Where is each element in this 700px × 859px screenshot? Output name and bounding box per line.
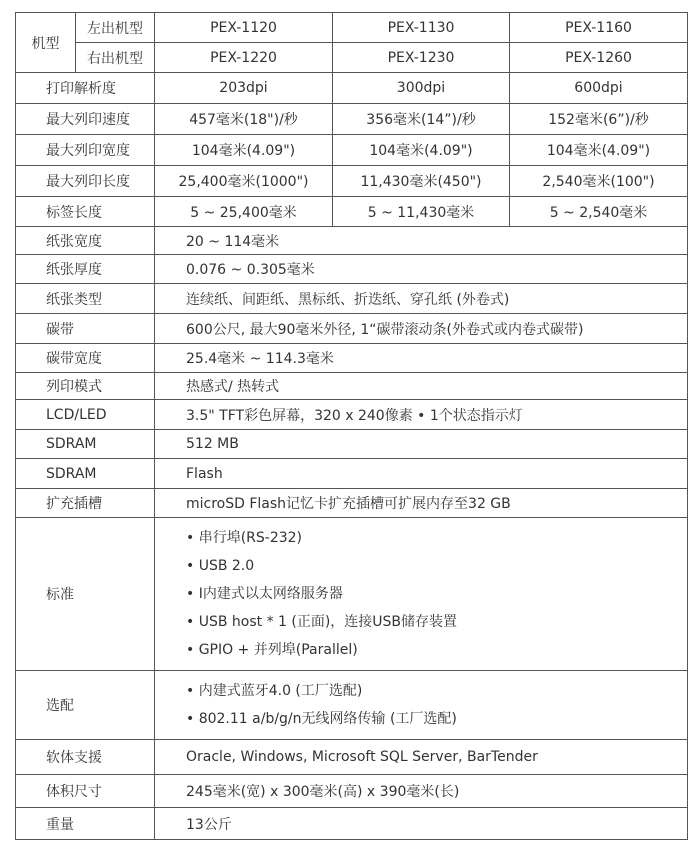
- value-cell: Flash: [155, 459, 688, 489]
- table-row: [16, 166, 688, 197]
- value-cell: 600公尺, 最大90毫米外径, 1“碳带滚动条(外卷式或内卷式碳带): [155, 314, 688, 344]
- table-row: [16, 518, 688, 671]
- value-cell: 3.5" TFT彩色屏幕，320 x 240像素 • 1个状态指示灯: [155, 400, 688, 430]
- value-cell: 25,400毫米(1000"): [155, 166, 333, 197]
- value-cell: 245毫米(宽) x 300毫米(高) x 390毫米(长): [155, 775, 688, 808]
- value-cell: 热感式/ 热转式: [155, 373, 688, 400]
- spec-table: [15, 12, 688, 840]
- options-list: [155, 671, 688, 740]
- table-row: [16, 135, 688, 166]
- row-label: SDRAM: [16, 459, 155, 489]
- value-cell: 25.4毫米 ~ 114.3毫米: [155, 344, 688, 373]
- row-label: 标签长度: [16, 197, 155, 227]
- table-row: [16, 227, 688, 255]
- row-label: 碳带: [16, 314, 155, 344]
- value-cell: 连续纸、间距纸、黑标纸、折迭纸、穿孔纸 (外卷式): [155, 284, 688, 314]
- table-row: [16, 373, 688, 400]
- value-cell: microSD Flash记忆卡扩充插槽可扩展内存至32 GB: [155, 489, 688, 518]
- value-cell: 203dpi: [155, 73, 333, 104]
- table-row: [16, 284, 688, 314]
- table-row: [16, 104, 688, 135]
- value-cell: Oracle, Windows, Microsoft SQL Server, BarTender: [155, 740, 688, 775]
- table-row: [16, 13, 688, 43]
- list-item: • I内建式以太网络服务器: [186, 586, 343, 602]
- row-label: 打印解析度: [16, 73, 155, 104]
- row-label: 体积尺寸: [16, 775, 155, 808]
- options-label: 选配: [16, 671, 155, 740]
- value-cell: 0.076 ~ 0.305毫米: [155, 255, 688, 284]
- left-output-label: 左出机型: [76, 13, 155, 43]
- value-cell: 13公斤: [155, 808, 688, 840]
- model-label: 机型: [16, 13, 76, 73]
- table-row: [16, 489, 688, 518]
- value-cell: 104毫米(4.09"): [510, 135, 688, 166]
- row-label: 碳带宽度: [16, 344, 155, 373]
- table-row: [16, 775, 688, 808]
- row-label: 重量: [16, 808, 155, 840]
- value-cell: 457毫米(18")/秒: [155, 104, 333, 135]
- row-label: LCD/LED: [16, 400, 155, 430]
- value-cell: 512 MB: [155, 430, 688, 459]
- value-cell: 11,430毫米(450"): [333, 166, 510, 197]
- row-label: 最大列印长度: [16, 166, 155, 197]
- value-cell: 356毫米(14”)/秒: [333, 104, 510, 135]
- list-item: • 串行埠(RS-232): [186, 530, 303, 546]
- row-label: 列印模式: [16, 373, 155, 400]
- standard-label: 标准: [16, 518, 155, 671]
- row-label: 最大列印速度: [16, 104, 155, 135]
- table-row: [16, 255, 688, 284]
- table-row: [16, 430, 688, 459]
- table-row: [16, 344, 688, 373]
- row-label: 纸张类型: [16, 284, 155, 314]
- row-label: 最大列印宽度: [16, 135, 155, 166]
- row-label: 软体支援: [16, 740, 155, 775]
- model-cell: PEX-1230: [333, 43, 510, 73]
- model-cell: PEX-1160: [510, 13, 688, 43]
- model-cell: PEX-1130: [333, 13, 510, 43]
- value-cell: 20 ~ 114毫米: [155, 227, 688, 255]
- row-label: 扩充插槽: [16, 489, 155, 518]
- value-cell: 300dpi: [333, 73, 510, 104]
- table-row: [16, 740, 688, 775]
- value-cell: 5 ~ 11,430毫米: [333, 197, 510, 227]
- list-item: • USB host * 1 (正面)，连接USB储存装置: [186, 614, 458, 630]
- value-cell: 600dpi: [510, 73, 688, 104]
- value-cell: 104毫米(4.09"): [155, 135, 333, 166]
- table-row: [16, 314, 688, 344]
- standard-list: [155, 518, 688, 671]
- row-label: 纸张宽度: [16, 227, 155, 255]
- value-cell: 152毫米(6”)/秒: [510, 104, 688, 135]
- model-cell: PEX-1120: [155, 13, 333, 43]
- table-row: [16, 400, 688, 430]
- table-row: [16, 671, 688, 740]
- model-cell: PEX-1220: [155, 43, 333, 73]
- model-cell: PEX-1260: [510, 43, 688, 73]
- right-output-label: 右出机型: [76, 43, 155, 73]
- list-item: • USB 2.0: [186, 558, 255, 574]
- list-item: • 内建式蓝牙4.0 (工厂选配): [186, 683, 363, 699]
- list-item: • 802.11 a/b/g/n无线网络传输 (工厂选配): [186, 711, 457, 727]
- value-cell: 5 ~ 25,400毫米: [155, 197, 333, 227]
- value-cell: 5 ~ 2,540毫米: [510, 197, 688, 227]
- table-row: [16, 43, 688, 73]
- table-row: [16, 808, 688, 840]
- list-item: • GPIO + 并列埠(Parallel): [186, 642, 358, 658]
- value-cell: 104毫米(4.09"): [333, 135, 510, 166]
- row-label: 纸张厚度: [16, 255, 155, 284]
- row-label: SDRAM: [16, 430, 155, 459]
- table-row: [16, 73, 688, 104]
- table-row: [16, 459, 688, 489]
- table-row: [16, 197, 688, 227]
- value-cell: 2,540毫米(100"): [510, 166, 688, 197]
